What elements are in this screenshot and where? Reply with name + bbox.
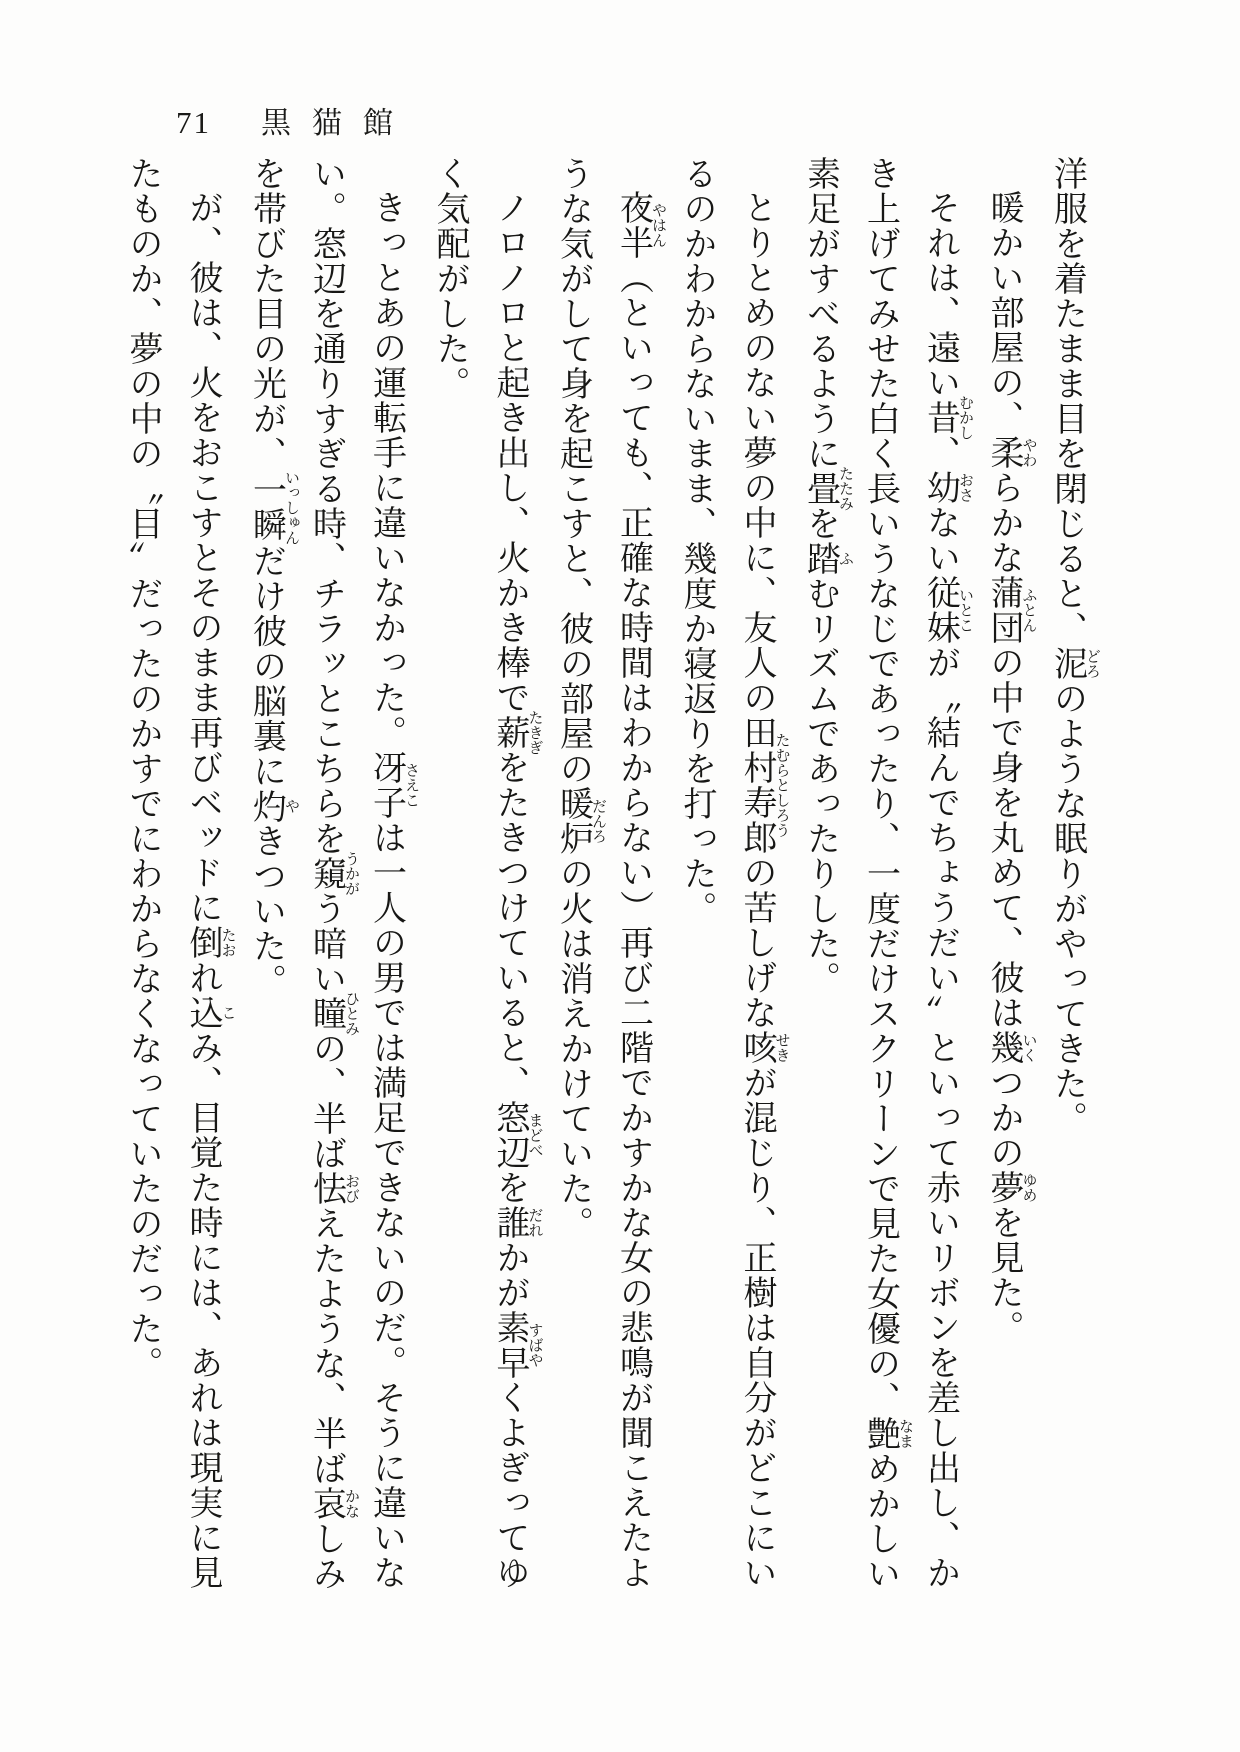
furigana-ruby: 素早すばや bbox=[491, 1310, 543, 1380]
page-number: 71 bbox=[176, 105, 211, 140]
furigana-ruby: 瞳ひとみ bbox=[307, 991, 359, 1036]
paragraph: 洋服を着たまま目を閉じると、泥どろのような眠りがやってきた。 bbox=[1048, 156, 1100, 1136]
furigana-ruby: 倒たお bbox=[184, 925, 236, 960]
paragraph: 暖かい部屋の、柔やわらかな蒲団ふとんの中で身を丸めて、彼は幾いくつかの夢ゆめを見た。 bbox=[985, 190, 1037, 1345]
furigana-ruby: 薪たきぎ bbox=[491, 710, 543, 755]
furigana-ruby: 踏ふ bbox=[801, 541, 853, 576]
paragraph: が、彼は、火をおこすとそのまま再びベッドに倒たおれ込こみ、目覚た時には、あれは現実に見たものか、夢の中の〝目〟だったのかすでにわからなくなっていたのだった。 bbox=[124, 156, 236, 1590]
furigana-ruby: 誰だれ bbox=[491, 1205, 543, 1240]
furigana-ruby: 冴子さえこ bbox=[367, 750, 419, 820]
furigana-ruby: 窓辺まどべ bbox=[491, 1100, 543, 1170]
book-title: 黒猫館 bbox=[261, 107, 414, 140]
furigana-ruby: 昔むかし bbox=[921, 395, 973, 440]
paragraph: 夜半やはん（といっても、正確な時間はわからない）再び二階でかすかな女の悲鳴が聞こえたような気がして身を起こすと、彼の部屋の暖炉だんろの火は消えかけていた。 bbox=[554, 156, 666, 1590]
paragraph: それは、遠い昔むかし、幼おさない従妹いとこが〝結んでちょうだい〟といって赤いリボンを差し出し、かき上げてみせた白く長いうなじであったり、一度だけスクリーンで見た女優の、艶なまめかしい素足がすべるように畳たたみを踏ふむリズムであったりした。 bbox=[801, 156, 973, 1591]
furigana-ruby: 咳せき bbox=[738, 1030, 790, 1065]
furigana-ruby: 幾いく bbox=[985, 1030, 1037, 1065]
paragraph: とりとめのない夢の中に、友人の田村寿郎たむらとしろうの苦しげな咳せきが混じり、正樹は自分がどこにいるのかわからないまま、幾度か寝返りを打った。 bbox=[678, 156, 790, 1590]
furigana-ruby: 夜半やはん bbox=[614, 190, 666, 260]
furigana-ruby: 哀かな bbox=[307, 1486, 359, 1521]
furigana-ruby: 込こ bbox=[184, 995, 236, 1030]
furigana-ruby: 幼おさ bbox=[921, 470, 973, 505]
furigana-ruby: 艶なま bbox=[861, 1416, 913, 1451]
furigana-ruby: 夢ゆめ bbox=[985, 1170, 1037, 1205]
furigana-ruby: 灼や bbox=[247, 788, 299, 824]
vertical-text-body bbox=[112, 156, 1100, 1604]
furigana-ruby: 窺うかが bbox=[307, 851, 359, 896]
furigana-ruby: 従妹いとこ bbox=[921, 575, 973, 645]
paragraph: きっとあの運転手に違いなかった。冴子さえこは一人の男では満足できないのだ。そうに違いない。窓辺を通りすぎる時、チラッとこちらを窺うかがう暗い瞳ひとみの、半ば怯おびえたような、半ば哀かなしみを帯びた目の光が、一瞬いっしゅんだけ彼の脳裏に灼やきついた。 bbox=[247, 156, 419, 1591]
paragraph: ノロノロと起き出し、火かき棒で薪たきぎをたきつけていると、窓辺まどべを誰だれかが素早すばやくよぎってゆく気配がした。 bbox=[431, 156, 543, 1590]
furigana-ruby: 暖炉だんろ bbox=[554, 786, 606, 856]
furigana-ruby: 一瞬いっしゅん bbox=[247, 469, 299, 545]
running-head bbox=[176, 98, 414, 142]
furigana-ruby: 柔やわ bbox=[985, 435, 1037, 470]
furigana-ruby: 田村寿郎たむらとしろう bbox=[738, 715, 790, 855]
furigana-ruby: 蒲団ふとん bbox=[985, 575, 1037, 645]
furigana-ruby: 畳たたみ bbox=[801, 466, 853, 511]
furigana-ruby: 泥どろ bbox=[1048, 646, 1100, 681]
furigana-ruby: 怯おび bbox=[307, 1171, 359, 1206]
